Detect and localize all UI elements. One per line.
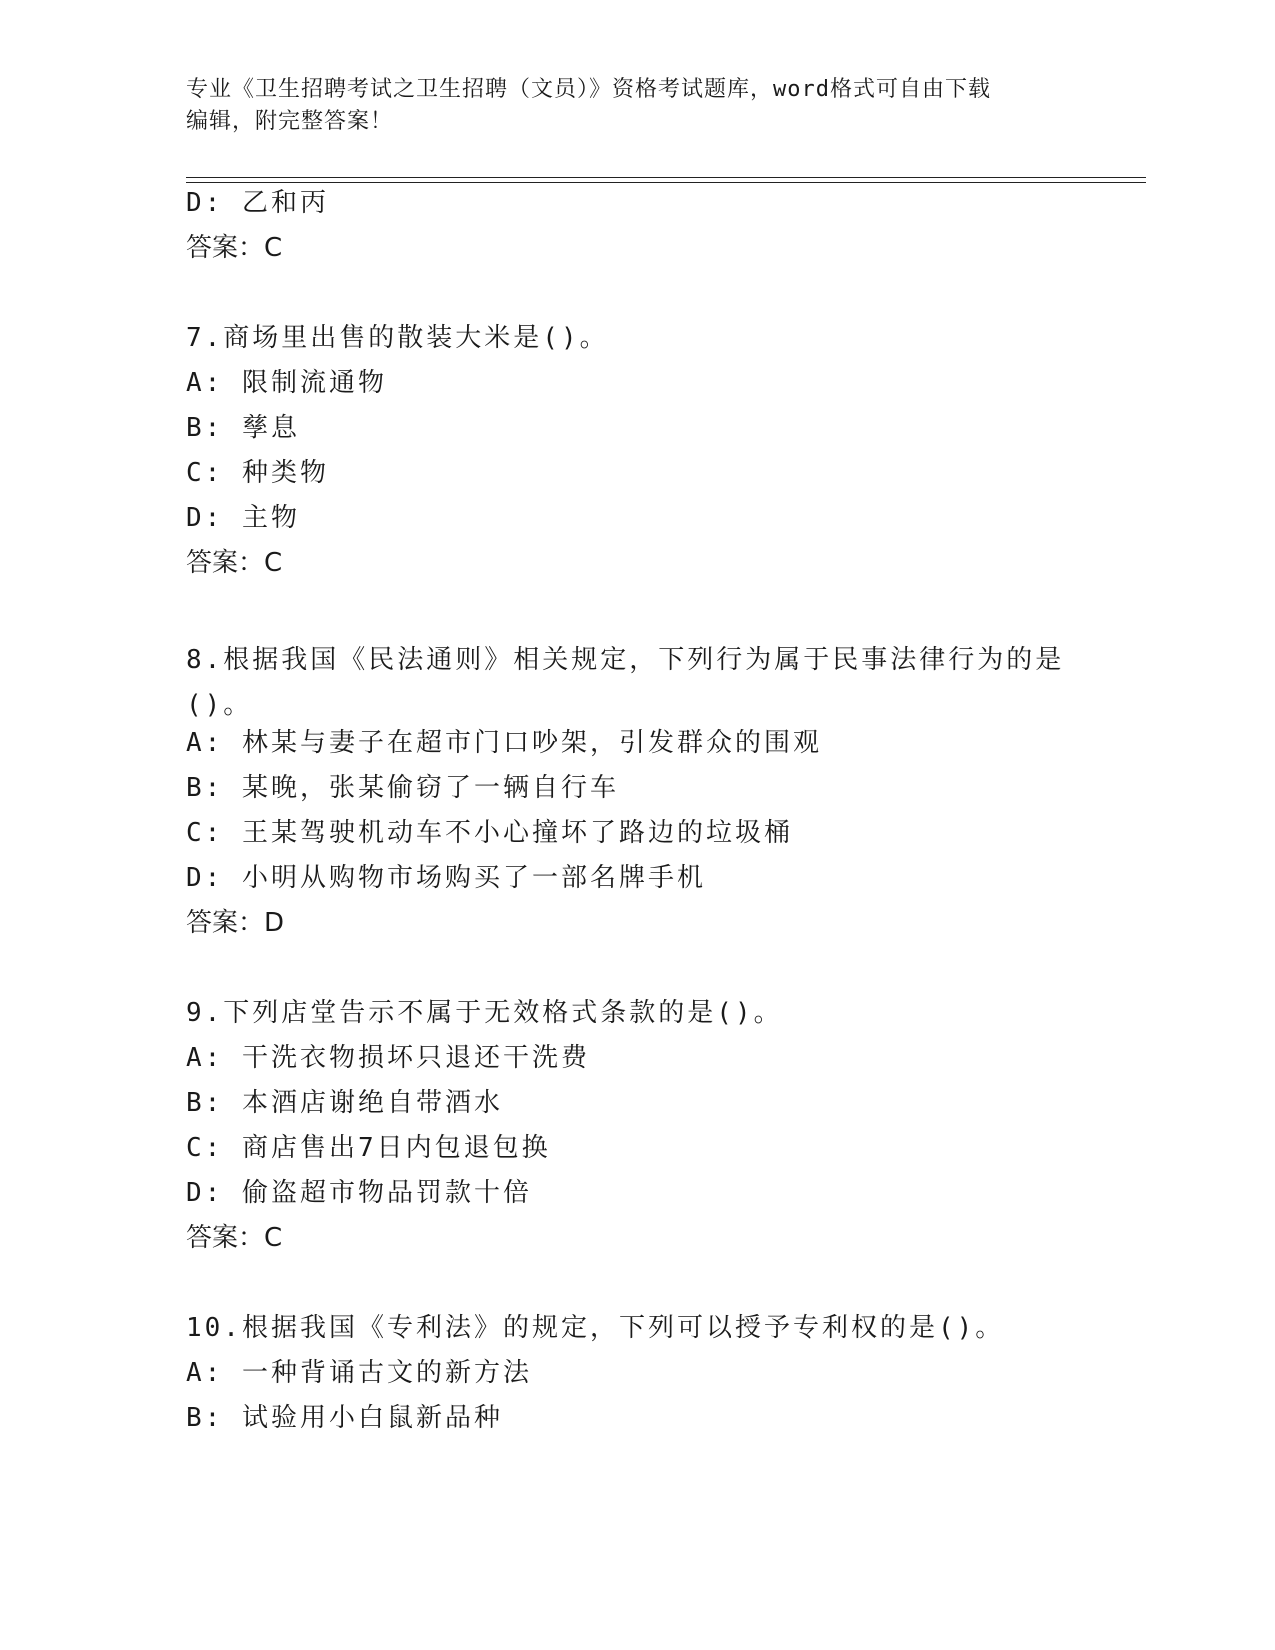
question-9-option-d: D: 偷盗超市物品罚款十倍	[186, 1178, 532, 1208]
document-header	[186, 74, 1066, 138]
question-9-title: 9.下列店堂告示不属于无效格式条款的是()。	[186, 998, 783, 1028]
question-7-option-a: A: 限制流通物	[186, 368, 387, 398]
question-9-answer: 答案：C	[186, 1223, 283, 1253]
question-9-option-a: A: 干洗衣物损坏只退还干洗费	[186, 1043, 590, 1073]
prev-option-d: D: 乙和丙	[186, 188, 329, 218]
question-10-option-b: B: 试验用小白鼠新品种	[186, 1403, 503, 1433]
question-9-option-b: B: 本酒店谢绝自带酒水	[186, 1088, 503, 1118]
spacer	[186, 953, 1086, 998]
question-8-option-b: B: 某晚，张某偷窃了一辆自行车	[186, 773, 619, 803]
header-rule-top	[186, 177, 1146, 178]
spacer	[186, 278, 1086, 323]
header-line-1: 专业《卫生招聘考试之卫生招聘（文员）》资格考试题库，word格式可自由下载	[186, 77, 991, 102]
question-7-answer: 答案：C	[186, 548, 283, 578]
question-8-title: 8.根据我国《民法通则》相关规定，下列行为属于民事法律行为的是()。	[186, 645, 1065, 720]
question-8-option-d: D: 小明从购物市场购买了一部名牌手机	[186, 863, 706, 893]
spacer	[186, 593, 1086, 638]
question-7-title: 7.商场里出售的散装大米是()。	[186, 323, 609, 353]
question-7-option-c: C: 种类物	[186, 458, 329, 488]
header-rule-bottom	[186, 182, 1146, 183]
question-10-option-a: A: 一种背诵古文的新方法	[186, 1358, 532, 1388]
question-7-option-d: D: 主物	[186, 503, 300, 533]
question-8-option-a: A: 林某与妻子在超市门口吵架，引发群众的围观	[186, 728, 822, 758]
question-10-title: 10.根据我国《专利法》的规定，下列可以授予专利权的是()。	[186, 1313, 1005, 1343]
question-list	[186, 188, 1086, 1448]
question-9-option-c: C: 商店售出7日内包退包换	[186, 1133, 551, 1163]
question-8-option-c: C: 王某驾驶机动车不小心撞坏了路边的垃圾桶	[186, 818, 793, 848]
header-line-2: 编辑，附完整答案！	[186, 109, 394, 134]
spacer	[186, 1268, 1086, 1313]
prev-answer: 答案：C	[186, 233, 283, 263]
question-8-answer: 答案：D	[186, 908, 285, 938]
question-7-option-b: B: 孳息	[186, 413, 300, 443]
